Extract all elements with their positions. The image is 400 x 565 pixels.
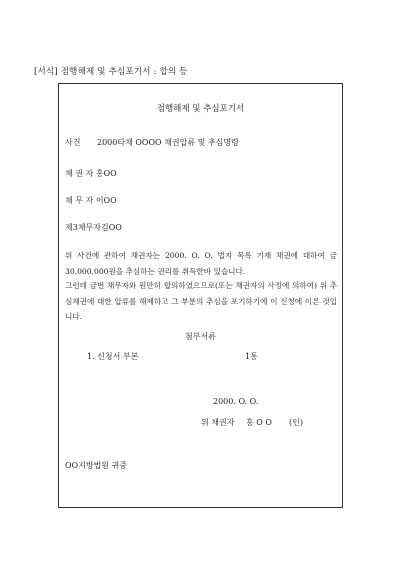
document-box bbox=[58, 83, 343, 508]
creditor-line: 채 권 자 홍OO bbox=[65, 169, 117, 178]
signature-label: 위 채권자 bbox=[201, 418, 235, 427]
attachments-title: 첨부서류 bbox=[185, 332, 216, 341]
case-label: 사건 bbox=[65, 138, 81, 147]
signature-name: 홍 O O bbox=[246, 418, 272, 427]
attachment-item-label: 1. 신청서 부본 bbox=[87, 352, 139, 361]
document-title: 점행해제 및 추심포기서 bbox=[156, 104, 245, 114]
document-date: 2000. O. O. bbox=[213, 397, 259, 406]
case-value: 2000타채 OOOO 채권압류 및 추심명령 bbox=[97, 138, 239, 147]
signature-seal: (인) bbox=[289, 418, 303, 427]
debtor-line: 채 무 자 이OO bbox=[65, 196, 117, 205]
third-debtor-line: 제3채무자김OO bbox=[65, 223, 122, 232]
body-paragraph-1: 위 사건에 관하여 채권자는 2000. O. O. 법지 목록 기재 채권에 대하여 금 30,000,000원을 추심하는 권리를 취득한바 있습니다. bbox=[65, 251, 337, 276]
form-header: [서식] 점행해제 및 추심포기서 : 합의 등 bbox=[34, 67, 188, 77]
court-addressee: OO지방법원 귀중 bbox=[65, 461, 128, 470]
body-paragraph-2: 그런데 금번 채무자와 원만히 합의하였으므로(또는 채권자의 사정에 의하여) 위 추심채권에 대한 압류를 해제하고 그 부분의 추심을 포기하기에 이 신청에 이른 것입니다. bbox=[65, 281, 337, 321]
attachment-item-count: 1통 bbox=[245, 352, 258, 361]
